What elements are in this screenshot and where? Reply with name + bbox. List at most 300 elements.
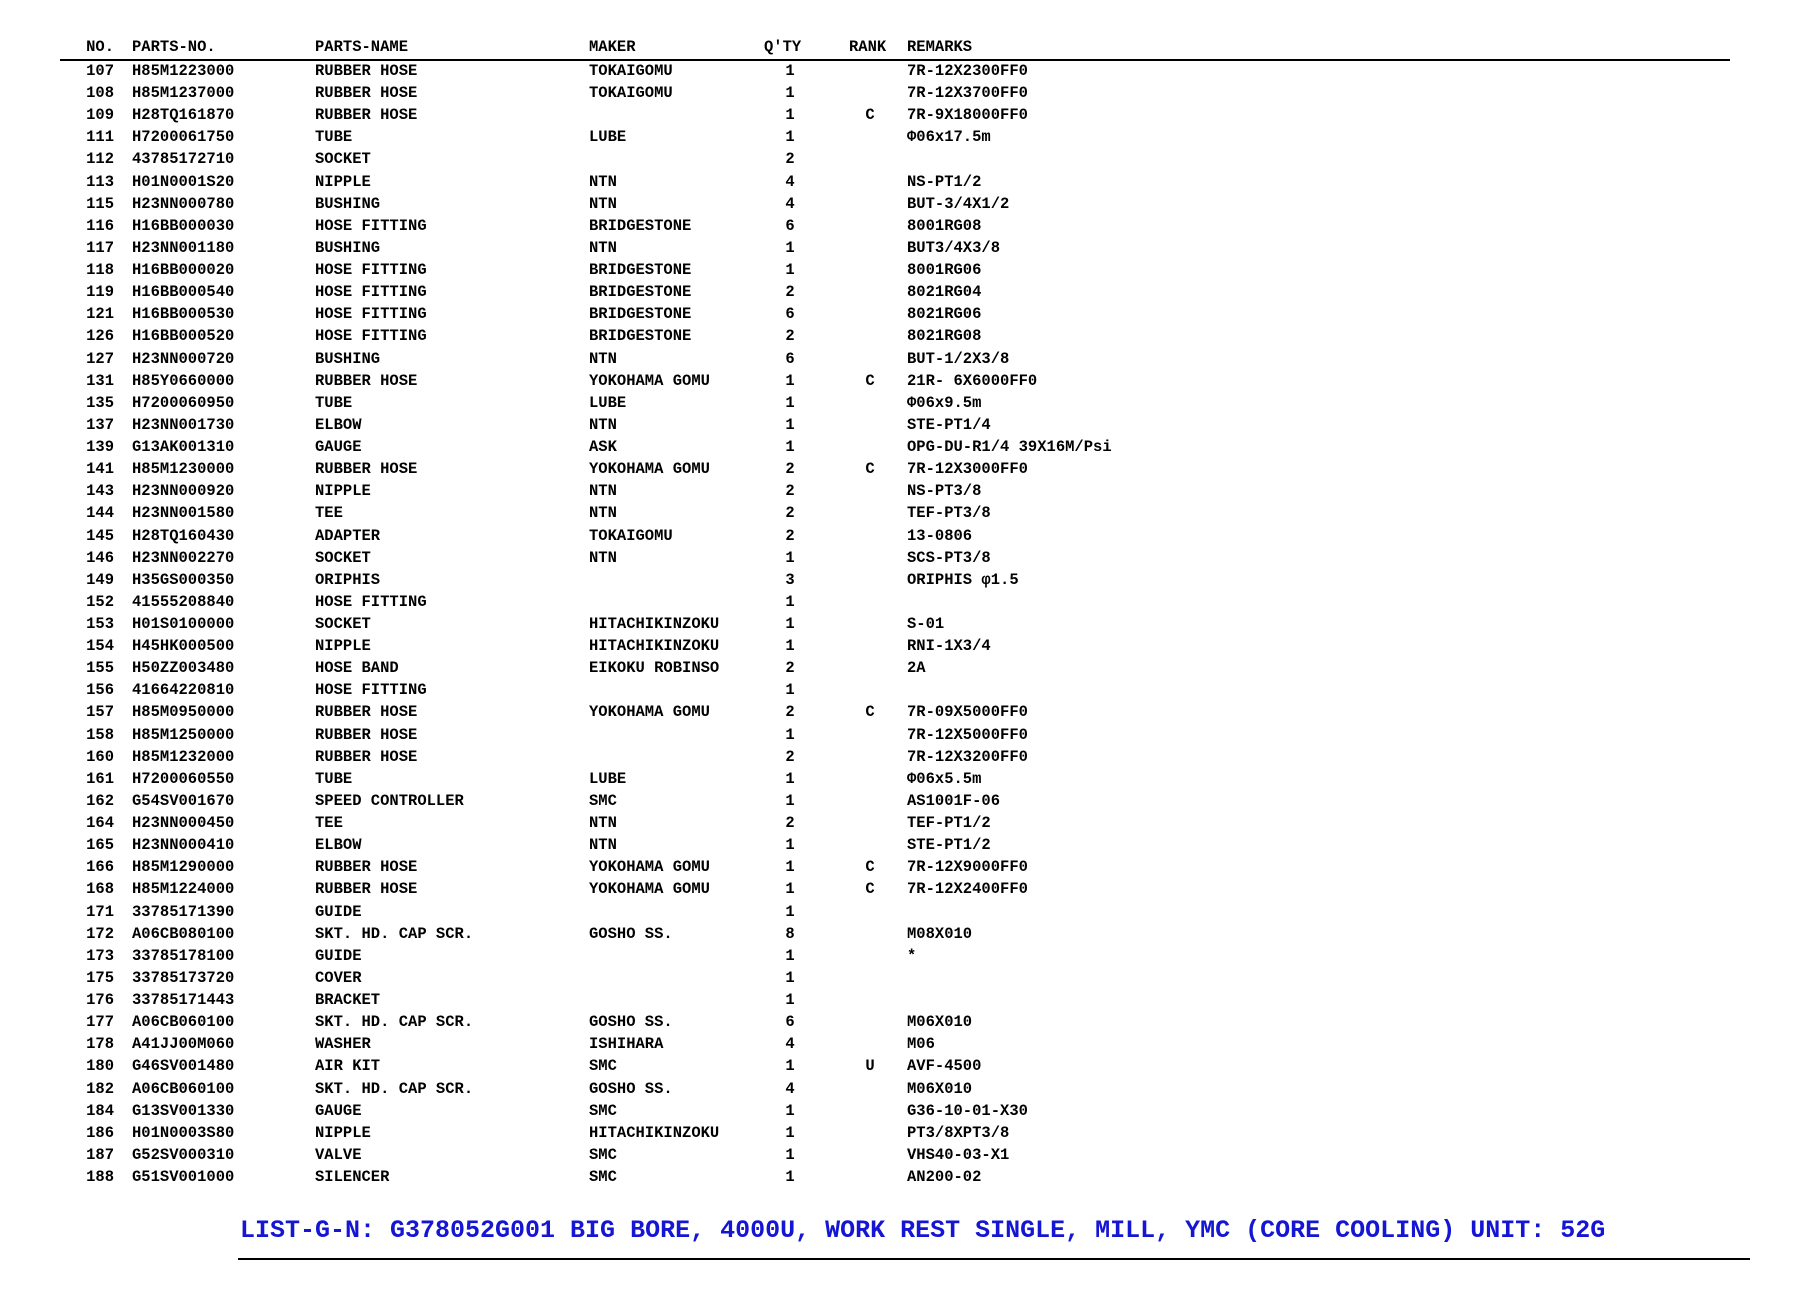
row-no: 164 [86,814,114,833]
row-no: 157 [86,703,114,722]
row-parts-no: H7200060550 [132,769,235,788]
row-remarks: AVF-4500 [907,1057,982,1076]
row-no: 173 [86,946,114,965]
row-remarks: 7R-12X5000FF0 [907,725,1028,744]
row-remarks: NS-PT3/8 [907,482,982,501]
row-parts-no: H45HK000500 [132,637,235,656]
row-no: 149 [86,570,114,589]
table-row [0,657,1800,679]
row-parts-no: H16BB000030 [132,216,235,235]
row-parts-no: H85Y0660000 [132,371,235,390]
row-maker: ASK [589,438,617,457]
row-parts-no: 41664220810 [132,681,235,700]
row-maker: YOKOHAMA GOMU [589,703,710,722]
table-row [0,746,1800,768]
row-no: 121 [86,305,114,324]
row-maker: TOKAIGOMU [589,84,673,103]
row-qty: 4 [785,1079,795,1098]
row-qty: 1 [785,858,795,877]
row-remarks: 7R-12X9000FF0 [907,858,1028,877]
row-parts-no: H28TQ161870 [132,106,235,125]
row-parts-name: TEE [315,814,343,833]
row-remarks: 7R-12X2400FF0 [907,880,1028,899]
row-parts-no: H23NN000920 [132,482,235,501]
row-qty: 2 [785,659,795,678]
row-maker: LUBE [589,128,627,147]
row-qty: 6 [785,305,795,324]
row-remarks: 7R-12X3000FF0 [907,460,1028,479]
row-parts-no: H01N0003S80 [132,1123,235,1142]
row-parts-no: H23NN001580 [132,504,235,523]
row-parts-name: SKT. HD. CAP SCR. [315,1013,474,1032]
row-no: 117 [86,238,114,257]
row-parts-no: H23NN001180 [132,238,235,257]
row-parts-no: H85M1250000 [132,725,235,744]
row-parts-no: H16BB000020 [132,261,235,280]
row-qty: 1 [785,968,795,987]
row-no: 182 [86,1079,114,1098]
row-no: 158 [86,725,114,744]
row-parts-name: RUBBER HOSE [315,460,418,479]
row-remarks: STE-PT1/2 [907,836,991,855]
row-qty: 1 [785,128,795,147]
row-maker: GOSHO SS. [589,1013,673,1032]
table-row [0,281,1800,303]
row-parts-name: GUIDE [315,902,362,921]
row-parts-name: RUBBER HOSE [315,858,418,877]
table-row [0,635,1800,657]
row-no: 127 [86,349,114,368]
row-qty: 6 [785,1013,795,1032]
table-row [0,923,1800,945]
row-parts-no: H16BB000530 [132,305,235,324]
row-no: 137 [86,415,114,434]
table-row [0,325,1800,347]
table-row [0,768,1800,790]
row-no: 166 [86,858,114,877]
row-no: 186 [86,1123,114,1142]
row-no: 131 [86,371,114,390]
table-row [0,104,1800,126]
row-parts-name: HOSE FITTING [315,305,427,324]
table-row [0,856,1800,878]
row-no: 178 [86,1035,114,1054]
row-remarks: M06X010 [907,1079,973,1098]
table-row [0,1144,1800,1166]
row-parts-name: NIPPLE [315,637,371,656]
row-qty: 1 [785,106,795,125]
header-no: NO. [86,38,114,56]
row-remarks: 21R- 6X6000FF0 [907,371,1038,390]
row-parts-name: SILENCER [315,1168,390,1186]
row-parts-name: HOSE FITTING [315,592,427,611]
row-qty: 1 [785,1145,795,1164]
row-qty: 1 [785,946,795,965]
row-qty: 1 [785,261,795,280]
row-parts-no: G52SV000310 [132,1145,235,1164]
row-remarks: G36-10-01-X30 [907,1101,1028,1120]
row-qty: 2 [785,504,795,523]
row-remarks: 2A [907,659,926,678]
table-row [0,414,1800,436]
row-parts-no: H7200060950 [132,393,235,412]
table-row [0,82,1800,104]
row-no: 172 [86,924,114,943]
row-parts-name: ELBOW [315,836,362,855]
row-maker: SMC [589,791,617,810]
table-header [0,36,1800,58]
row-qty: 8 [785,924,795,943]
header-parts-no: PARTS-NO. [132,38,216,56]
table-row [0,945,1800,967]
row-remarks: RNI-1X3/4 [907,637,991,656]
table-row [0,237,1800,259]
row-parts-no: H85M1224000 [132,880,235,899]
table-row [0,901,1800,923]
row-parts-name: BRACKET [315,991,381,1010]
row-no: 160 [86,747,114,766]
row-qty: 1 [785,438,795,457]
table-row [0,458,1800,480]
row-qty: 1 [785,1057,795,1076]
row-remarks: Φ06x5.5m [907,769,982,788]
table-row [0,1055,1800,1077]
row-parts-no: H23NN000450 [132,814,235,833]
row-parts-no: H23NN000780 [132,194,235,213]
row-no: 153 [86,615,114,633]
row-no: 141 [86,460,114,479]
row-rank: C [865,858,875,877]
table-row [0,989,1800,1011]
table-row [0,348,1800,370]
table-row [0,1078,1800,1100]
row-maker: BRIDGESTONE [589,283,692,302]
row-rank: C [865,371,875,390]
row-remarks: Φ06x17.5m [907,128,991,147]
table-row [0,480,1800,502]
row-qty: 1 [785,371,795,390]
row-qty: 4 [785,194,795,213]
table-row [0,370,1800,392]
row-qty: 2 [785,747,795,766]
row-parts-name: BUSHING [315,238,381,257]
row-no: 143 [86,482,114,501]
header-maker: MAKER [589,38,636,56]
row-maker: NTN [589,172,617,191]
row-qty: 2 [785,327,795,346]
row-remarks: OPG-DU-R1/4 39X16M/Psi [907,438,1112,457]
row-no: 108 [86,84,114,103]
row-remarks: SCS-PT3/8 [907,548,991,567]
row-no: 171 [86,902,114,921]
table-row [0,193,1800,215]
row-no: 161 [86,769,114,788]
row-no: 176 [86,991,114,1010]
row-qty: 1 [785,1101,795,1120]
row-no: 144 [86,504,114,523]
header-rank: RANK [849,38,887,56]
row-remarks: TEF-PT3/8 [907,504,991,523]
row-qty: 6 [785,349,795,368]
row-remarks: 7R-12X2300FF0 [907,62,1028,80]
row-maker: SMC [589,1168,617,1186]
row-parts-name: RUBBER HOSE [315,106,418,125]
row-parts-name: WASHER [315,1035,371,1054]
row-parts-no: G54SV001670 [132,791,235,810]
table-row [0,591,1800,613]
row-maker: YOKOHAMA GOMU [589,460,710,479]
row-rank: C [865,460,875,479]
row-remarks: M06 [907,1035,935,1054]
row-maker: GOSHO SS. [589,924,673,943]
row-parts-name: TEE [315,504,343,523]
row-parts-no: H23NN000410 [132,836,235,855]
row-maker: TOKAIGOMU [589,62,673,80]
row-parts-name: RUBBER HOSE [315,703,418,722]
table-row [0,1033,1800,1055]
row-remarks: NS-PT1/2 [907,172,982,191]
row-maker: NTN [589,349,617,368]
row-parts-name: TUBE [315,393,353,412]
table-row [0,724,1800,746]
row-qty: 1 [785,548,795,567]
row-parts-no: H16BB000520 [132,327,235,346]
row-maker: BRIDGESTONE [589,261,692,280]
row-no: 146 [86,548,114,567]
table-row [0,1100,1800,1122]
row-maker: BRIDGESTONE [589,216,692,235]
row-remarks: BUT-3/4X1/2 [907,194,1010,213]
row-parts-no: G13SV001330 [132,1101,235,1120]
table-row [0,613,1800,635]
row-parts-no: H16BB000540 [132,283,235,302]
row-qty: 4 [785,1035,795,1054]
row-parts-name: BUSHING [315,194,381,213]
row-maker: YOKOHAMA GOMU [589,880,710,899]
row-remarks: AN200-02 [907,1168,982,1186]
row-no: 111 [86,128,114,147]
row-qty: 1 [785,725,795,744]
row-remarks: Φ06x9.5m [907,393,982,412]
row-qty: 1 [785,902,795,921]
row-parts-name: BUSHING [315,349,381,368]
row-no: 119 [86,283,114,302]
row-parts-name: TUBE [315,769,353,788]
row-parts-name: SOCKET [315,150,371,169]
table-row [0,569,1800,591]
row-parts-name: GAUGE [315,438,362,457]
row-parts-name: SOCKET [315,615,371,633]
row-maker: EIKOKU ROBINSO [589,659,720,678]
row-qty: 1 [785,991,795,1010]
row-remarks: 8021RG08 [907,327,982,346]
row-parts-name: HOSE FITTING [315,261,427,280]
row-no: 188 [86,1168,114,1186]
row-no: 145 [86,526,114,545]
row-qty: 1 [785,1168,795,1186]
row-maker: HITACHIKINZOKU [589,1123,720,1142]
row-parts-name: RUBBER HOSE [315,62,418,80]
row-qty: 1 [785,637,795,656]
row-parts-name: RUBBER HOSE [315,725,418,744]
row-parts-name: RUBBER HOSE [315,747,418,766]
row-no: 180 [86,1057,114,1076]
table-row [0,259,1800,281]
table-row [0,1011,1800,1033]
row-maker: HITACHIKINZOKU [589,637,720,656]
row-parts-name: GUIDE [315,946,362,965]
row-remarks: M06X010 [907,1013,973,1032]
row-qty: 1 [785,769,795,788]
table-row [0,812,1800,834]
row-parts-no: G51SV001000 [132,1168,235,1186]
header-qty: Q'TY [764,38,802,56]
row-qty: 1 [785,880,795,899]
row-maker: ISHIHARA [589,1035,664,1054]
row-remarks: 7R-9X18000FF0 [907,106,1028,125]
row-maker: NTN [589,415,617,434]
row-parts-name: HOSE BAND [315,659,399,678]
row-parts-name: RUBBER HOSE [315,371,418,390]
table-row [0,525,1800,547]
row-no: 115 [86,194,114,213]
row-parts-no: H23NN002270 [132,548,235,567]
row-no: 156 [86,681,114,700]
row-no: 116 [86,216,114,235]
row-no: 112 [86,150,114,169]
table-row [0,1122,1800,1144]
row-remarks: BUT3/4X3/8 [907,238,1001,257]
table-row [0,679,1800,701]
row-parts-name: NIPPLE [315,482,371,501]
row-maker: BRIDGESTONE [589,305,692,324]
table-row [0,790,1800,812]
table-row [0,1166,1800,1188]
row-rank: C [865,880,875,899]
row-rank: C [865,106,875,125]
row-parts-name: HOSE FITTING [315,216,427,235]
table-row [0,171,1800,193]
row-parts-no: 33785173720 [132,968,235,987]
row-maker: LUBE [589,393,627,412]
row-no: 177 [86,1013,114,1032]
row-no: 126 [86,327,114,346]
row-qty: 1 [785,681,795,700]
row-no: 165 [86,836,114,855]
row-parts-no: H85M1230000 [132,460,235,479]
row-parts-no: H85M1290000 [132,858,235,877]
row-parts-name: SPEED CONTROLLER [315,791,464,810]
row-maker: NTN [589,482,617,501]
row-rank: U [865,1057,875,1076]
row-parts-no: G13AK001310 [132,438,235,457]
row-qty: 2 [785,814,795,833]
row-remarks: 13-0806 [907,526,973,545]
row-parts-no: G46SV001480 [132,1057,235,1076]
row-maker: BRIDGESTONE [589,327,692,346]
row-qty: 1 [785,836,795,855]
row-qty: 2 [785,460,795,479]
row-qty: 2 [785,526,795,545]
row-parts-name: ELBOW [315,415,362,434]
row-parts-name: AIR KIT [315,1057,381,1076]
row-parts-no: H23NN000720 [132,349,235,368]
row-parts-name: GAUGE [315,1101,362,1120]
table-row [0,547,1800,569]
row-qty: 1 [785,238,795,257]
row-parts-no: H85M0950000 [132,703,235,722]
row-remarks: ORIPHIS φ1.5 [907,570,1019,589]
row-parts-name: COVER [315,968,362,987]
table-row [0,215,1800,237]
row-no: 155 [86,659,114,678]
row-remarks: S-01 [907,615,945,633]
header-parts-name: PARTS-NAME [315,38,409,56]
row-qty: 1 [785,415,795,434]
row-maker: SMC [589,1101,617,1120]
row-maker: TOKAIGOMU [589,526,673,545]
table-row [0,436,1800,458]
row-parts-no: A06CB080100 [132,924,235,943]
row-parts-name: ADAPTER [315,526,381,545]
row-parts-no: 41555208840 [132,592,235,611]
row-parts-name: HOSE FITTING [315,327,427,346]
row-remarks: * [907,946,917,965]
row-parts-no: H01N0001S20 [132,172,235,191]
row-parts-no: H7200061750 [132,128,235,147]
table-row [0,502,1800,524]
row-maker: NTN [589,836,617,855]
row-maker: NTN [589,194,617,213]
row-maker: GOSHO SS. [589,1079,673,1098]
row-qty: 2 [785,150,795,169]
table-row [0,392,1800,414]
row-remarks: M08X010 [907,924,973,943]
row-remarks: TEF-PT1/2 [907,814,991,833]
row-qty: 1 [785,791,795,810]
row-remarks: 7R-12X3200FF0 [907,747,1028,766]
row-remarks: 8021RG06 [907,305,982,324]
row-parts-no: 33785178100 [132,946,235,965]
row-parts-name: SKT. HD. CAP SCR. [315,1079,474,1098]
row-maker: NTN [589,238,617,257]
row-parts-name: ORIPHIS [315,570,381,589]
row-parts-name: SOCKET [315,548,371,567]
row-parts-name: VALVE [315,1145,362,1164]
row-remarks: AS1001F-06 [907,791,1001,810]
row-no: 118 [86,261,114,280]
row-parts-no: H28TQ160430 [132,526,235,545]
row-no: 162 [86,791,114,810]
table-row [0,60,1800,82]
row-parts-no: H85M1237000 [132,84,235,103]
row-parts-no: H85M1223000 [132,62,235,80]
table-row [0,126,1800,148]
row-maker: LUBE [589,769,627,788]
row-parts-no: A06CB060100 [132,1013,235,1032]
row-parts-no: 43785172710 [132,150,235,169]
row-qty: 2 [785,283,795,302]
row-no: 139 [86,438,114,457]
row-no: 152 [86,592,114,611]
list-footer-title: LIST-G-N: G378052G001 BIG BORE, 4000U, WORK REST SINGLE, MILL, YMC (CORE COOLING) UNIT: 52G [240,1216,1606,1245]
row-maker: NTN [589,504,617,523]
row-qty: 1 [785,393,795,412]
row-no: 168 [86,880,114,899]
table-row [0,148,1800,170]
row-no: 135 [86,393,114,412]
row-no: 109 [86,106,114,125]
